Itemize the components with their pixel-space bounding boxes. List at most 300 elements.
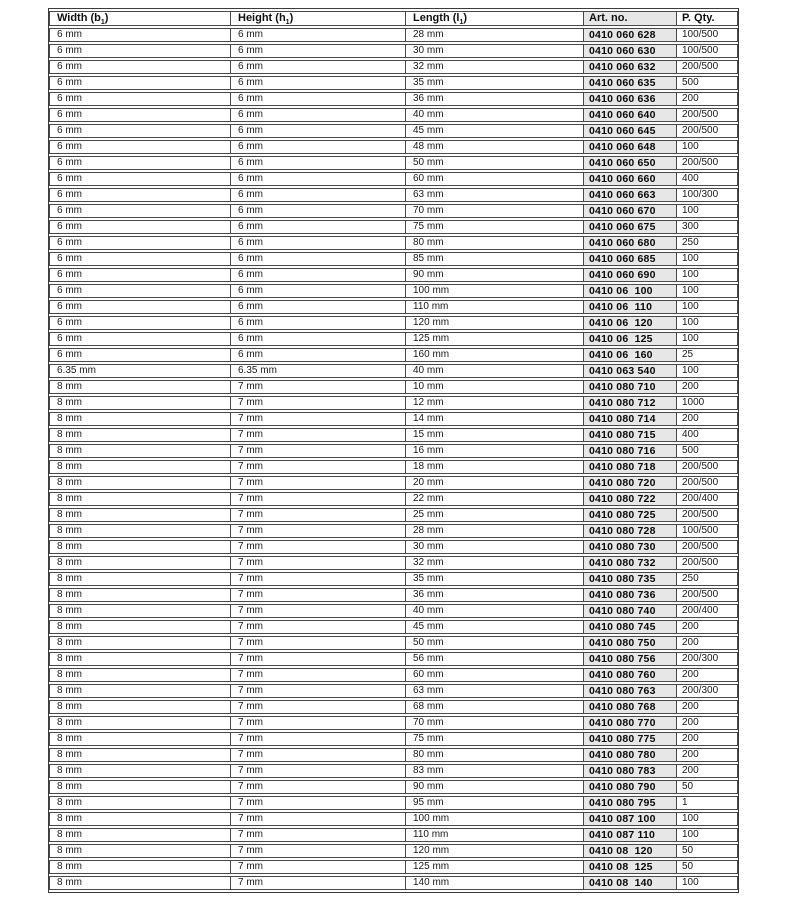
height-cell: 6 mm <box>231 284 406 298</box>
qty-cell: 100 <box>677 140 738 154</box>
width-cell: 6.35 mm <box>49 364 231 378</box>
qty-cell: 200 <box>677 732 738 746</box>
length-cell: 85 mm <box>406 252 584 266</box>
length-cell: 80 mm <box>406 748 584 762</box>
width-cell: 8 mm <box>49 444 231 458</box>
table-row <box>49 44 738 58</box>
height-cell: 7 mm <box>231 380 406 394</box>
height-cell: 7 mm <box>231 700 406 714</box>
art-cell: 0410 087 110 <box>584 828 677 842</box>
table-row <box>49 844 738 858</box>
table-body <box>49 28 738 890</box>
table-row <box>49 700 738 714</box>
table-row <box>49 364 738 378</box>
length-cell: 160 mm <box>406 348 584 362</box>
width-cell: 6 mm <box>49 140 231 154</box>
table-row <box>49 204 738 218</box>
width-cell: 8 mm <box>49 700 231 714</box>
art-cell: 0410 060 660 <box>584 172 677 186</box>
table-row <box>49 876 738 890</box>
height-cell: 6 mm <box>231 124 406 138</box>
length-cell: 125 mm <box>406 860 584 874</box>
art-cell: 0410 060 628 <box>584 28 677 42</box>
qty-cell: 100 <box>677 300 738 314</box>
qty-cell: 200/500 <box>677 460 738 474</box>
table-row <box>49 220 738 234</box>
art-cell: 0410 060 670 <box>584 204 677 218</box>
art-cell: 0410 080 756 <box>584 652 677 666</box>
height-cell: 7 mm <box>231 860 406 874</box>
width-cell: 6 mm <box>49 300 231 314</box>
qty-cell: 100 <box>677 284 738 298</box>
art-cell: 0410 080 716 <box>584 444 677 458</box>
height-cell: 6 mm <box>231 332 406 346</box>
art-cell: 0410 063 540 <box>584 364 677 378</box>
length-cell: 60 mm <box>406 668 584 682</box>
length-cell: 48 mm <box>406 140 584 154</box>
height-cell: 7 mm <box>231 620 406 634</box>
length-cell: 95 mm <box>406 796 584 810</box>
art-cell: 0410 060 690 <box>584 268 677 282</box>
width-cell: 8 mm <box>49 780 231 794</box>
length-cell: 40 mm <box>406 108 584 122</box>
length-cell: 70 mm <box>406 716 584 730</box>
art-cell: 0410 060 630 <box>584 44 677 58</box>
qty-cell: 500 <box>677 76 738 90</box>
art-cell: 0410 08 120 <box>584 844 677 858</box>
art-cell: 0410 087 100 <box>584 812 677 826</box>
width-cell: 8 mm <box>49 860 231 874</box>
height-cell: 7 mm <box>231 476 406 490</box>
qty-cell: 100 <box>677 252 738 266</box>
qty-cell: 200 <box>677 92 738 106</box>
column-header-length <box>406 11 584 26</box>
height-cell: 7 mm <box>231 572 406 586</box>
header-row <box>49 11 738 26</box>
width-cell: 8 mm <box>49 732 231 746</box>
width-cell: 8 mm <box>49 540 231 554</box>
column-header-height-label: Height (h <box>238 12 286 24</box>
art-cell: 0410 080 768 <box>584 700 677 714</box>
art-cell: 0410 060 685 <box>584 252 677 266</box>
length-cell: 15 mm <box>406 428 584 442</box>
length-cell: 75 mm <box>406 220 584 234</box>
length-cell: 110 mm <box>406 300 584 314</box>
length-cell: 110 mm <box>406 828 584 842</box>
qty-cell: 200 <box>677 716 738 730</box>
column-header-height <box>231 11 406 26</box>
height-cell: 7 mm <box>231 556 406 570</box>
table-header <box>49 11 738 26</box>
height-cell: 6 mm <box>231 60 406 74</box>
art-cell: 0410 080 732 <box>584 556 677 570</box>
height-cell: 7 mm <box>231 588 406 602</box>
length-cell: 83 mm <box>406 764 584 778</box>
length-cell: 25 mm <box>406 508 584 522</box>
height-cell: 7 mm <box>231 812 406 826</box>
qty-cell: 250 <box>677 236 738 250</box>
art-cell: 0410 060 680 <box>584 236 677 250</box>
width-cell: 8 mm <box>49 668 231 682</box>
height-cell: 6 mm <box>231 348 406 362</box>
art-cell: 0410 080 795 <box>584 796 677 810</box>
width-cell: 8 mm <box>49 572 231 586</box>
table-row <box>49 236 738 250</box>
table-row <box>49 604 738 618</box>
qty-cell: 500 <box>677 444 738 458</box>
column-header-width-suffix: ) <box>104 12 109 24</box>
art-cell: 0410 06 100 <box>584 284 677 298</box>
art-cell: 0410 080 725 <box>584 508 677 522</box>
width-cell: 6 mm <box>49 188 231 202</box>
qty-cell: 200 <box>677 636 738 650</box>
qty-cell: 200 <box>677 668 738 682</box>
width-cell: 6 mm <box>49 172 231 186</box>
width-cell: 6 mm <box>49 252 231 266</box>
qty-cell: 300 <box>677 220 738 234</box>
qty-cell: 200/500 <box>677 60 738 74</box>
table-row <box>49 140 738 154</box>
art-cell: 0410 060 640 <box>584 108 677 122</box>
qty-cell: 200/300 <box>677 652 738 666</box>
column-header-length-suffix: ) <box>463 12 468 24</box>
width-cell: 8 mm <box>49 380 231 394</box>
height-cell: 7 mm <box>231 876 406 890</box>
height-cell: 7 mm <box>231 796 406 810</box>
qty-cell: 50 <box>677 780 738 794</box>
height-cell: 7 mm <box>231 748 406 762</box>
width-cell: 6 mm <box>49 316 231 330</box>
length-cell: 63 mm <box>406 684 584 698</box>
length-cell: 30 mm <box>406 44 584 58</box>
height-cell: 7 mm <box>231 460 406 474</box>
art-cell: 0410 06 110 <box>584 300 677 314</box>
art-cell: 0410 080 730 <box>584 540 677 554</box>
width-cell: 6 mm <box>49 60 231 74</box>
length-cell: 28 mm <box>406 524 584 538</box>
height-cell: 7 mm <box>231 668 406 682</box>
length-cell: 10 mm <box>406 380 584 394</box>
column-header-art-no <box>584 11 677 26</box>
height-cell: 7 mm <box>231 652 406 666</box>
length-cell: 45 mm <box>406 620 584 634</box>
art-cell: 0410 06 125 <box>584 332 677 346</box>
art-cell: 0410 06 160 <box>584 348 677 362</box>
width-cell: 8 mm <box>49 524 231 538</box>
length-cell: 32 mm <box>406 556 584 570</box>
table-row <box>49 428 738 442</box>
width-cell: 8 mm <box>49 476 231 490</box>
art-cell: 0410 080 722 <box>584 492 677 506</box>
qty-cell: 100 <box>677 268 738 282</box>
width-cell: 8 mm <box>49 492 231 506</box>
height-cell: 6 mm <box>231 76 406 90</box>
qty-cell: 25 <box>677 348 738 362</box>
qty-cell: 200/500 <box>677 508 738 522</box>
art-cell: 0410 080 790 <box>584 780 677 794</box>
qty-cell: 200/500 <box>677 556 738 570</box>
height-cell: 7 mm <box>231 716 406 730</box>
qty-cell: 200/500 <box>677 588 738 602</box>
length-cell: 100 mm <box>406 284 584 298</box>
table-row <box>49 28 738 42</box>
height-cell: 6 mm <box>231 316 406 330</box>
height-cell: 6 mm <box>231 156 406 170</box>
width-cell: 8 mm <box>49 588 231 602</box>
height-cell: 6 mm <box>231 300 406 314</box>
width-cell: 8 mm <box>49 716 231 730</box>
height-cell: 6.35 mm <box>231 364 406 378</box>
table-row <box>49 828 738 842</box>
width-cell: 8 mm <box>49 652 231 666</box>
height-cell: 6 mm <box>231 220 406 234</box>
length-cell: 14 mm <box>406 412 584 426</box>
table-row <box>49 332 738 346</box>
table-row <box>49 668 738 682</box>
length-cell: 63 mm <box>406 188 584 202</box>
height-cell: 7 mm <box>231 492 406 506</box>
table-row <box>49 156 738 170</box>
table-row <box>49 76 738 90</box>
length-cell: 45 mm <box>406 124 584 138</box>
length-cell: 36 mm <box>406 588 584 602</box>
art-cell: 0410 080 720 <box>584 476 677 490</box>
qty-cell: 200/500 <box>677 156 738 170</box>
table-row <box>49 172 738 186</box>
art-cell: 0410 06 120 <box>584 316 677 330</box>
qty-cell: 1000 <box>677 396 738 410</box>
table-row <box>49 284 738 298</box>
art-cell: 0410 080 745 <box>584 620 677 634</box>
qty-cell: 200/400 <box>677 492 738 506</box>
width-cell: 6 mm <box>49 156 231 170</box>
art-cell: 0410 080 736 <box>584 588 677 602</box>
table-row <box>49 348 738 362</box>
height-cell: 6 mm <box>231 204 406 218</box>
table-row <box>49 588 738 602</box>
art-cell: 0410 080 710 <box>584 380 677 394</box>
qty-cell: 100 <box>677 828 738 842</box>
length-cell: 68 mm <box>406 700 584 714</box>
length-cell: 80 mm <box>406 236 584 250</box>
qty-cell: 200/500 <box>677 124 738 138</box>
column-header-art-no-label: Art. no. <box>589 12 628 24</box>
height-cell: 7 mm <box>231 508 406 522</box>
art-cell: 0410 060 648 <box>584 140 677 154</box>
table-row <box>49 716 738 730</box>
qty-cell: 200 <box>677 764 738 778</box>
art-cell: 0410 080 780 <box>584 748 677 762</box>
table-row <box>49 748 738 762</box>
width-cell: 6 mm <box>49 28 231 42</box>
table-row <box>49 556 738 570</box>
length-cell: 140 mm <box>406 876 584 890</box>
height-cell: 7 mm <box>231 780 406 794</box>
column-header-width-subscript: 1 <box>100 19 105 26</box>
length-cell: 75 mm <box>406 732 584 746</box>
length-cell: 28 mm <box>406 28 584 42</box>
table-row <box>49 636 738 650</box>
art-cell: 0410 080 740 <box>584 604 677 618</box>
column-header-width-label: Width (b <box>57 12 101 24</box>
width-cell: 6 mm <box>49 284 231 298</box>
length-cell: 60 mm <box>406 172 584 186</box>
height-cell: 6 mm <box>231 188 406 202</box>
height-cell: 6 mm <box>231 252 406 266</box>
column-header-height-subscript: 1 <box>285 19 290 26</box>
qty-cell: 200 <box>677 700 738 714</box>
art-cell: 0410 080 775 <box>584 732 677 746</box>
column-header-length-label: Length (l <box>413 12 460 24</box>
art-cell: 0410 080 718 <box>584 460 677 474</box>
table-row <box>49 380 738 394</box>
width-cell: 6 mm <box>49 204 231 218</box>
table-row <box>49 300 738 314</box>
width-cell: 6 mm <box>49 332 231 346</box>
width-cell: 8 mm <box>49 428 231 442</box>
height-cell: 7 mm <box>231 540 406 554</box>
width-cell: 8 mm <box>49 796 231 810</box>
qty-cell: 100/500 <box>677 524 738 538</box>
qty-cell: 50 <box>677 860 738 874</box>
art-cell: 0410 080 728 <box>584 524 677 538</box>
table-row <box>49 764 738 778</box>
height-cell: 6 mm <box>231 268 406 282</box>
qty-cell: 1 <box>677 796 738 810</box>
length-cell: 70 mm <box>406 204 584 218</box>
qty-cell: 100/500 <box>677 44 738 58</box>
height-cell: 6 mm <box>231 108 406 122</box>
length-cell: 125 mm <box>406 332 584 346</box>
table-row <box>49 524 738 538</box>
width-cell: 8 mm <box>49 396 231 410</box>
art-cell: 0410 080 715 <box>584 428 677 442</box>
height-cell: 7 mm <box>231 428 406 442</box>
length-cell: 16 mm <box>406 444 584 458</box>
art-cell: 0410 08 140 <box>584 876 677 890</box>
art-cell: 0410 080 783 <box>584 764 677 778</box>
width-cell: 6 mm <box>49 220 231 234</box>
width-cell: 6 mm <box>49 76 231 90</box>
qty-cell: 100 <box>677 316 738 330</box>
height-cell: 6 mm <box>231 140 406 154</box>
width-cell: 6 mm <box>49 236 231 250</box>
art-cell: 0410 080 770 <box>584 716 677 730</box>
art-cell: 0410 060 675 <box>584 220 677 234</box>
table-row <box>49 124 738 138</box>
height-cell: 7 mm <box>231 636 406 650</box>
width-cell: 8 mm <box>49 556 231 570</box>
width-cell: 6 mm <box>49 268 231 282</box>
qty-cell: 100 <box>677 876 738 890</box>
width-cell: 8 mm <box>49 844 231 858</box>
column-header-pack-qty-label: P. Qty. <box>682 12 715 24</box>
length-cell: 100 mm <box>406 812 584 826</box>
height-cell: 7 mm <box>231 412 406 426</box>
width-cell: 8 mm <box>49 684 231 698</box>
table-row <box>49 620 738 634</box>
table-row <box>49 492 738 506</box>
qty-cell: 100 <box>677 332 738 346</box>
height-cell: 6 mm <box>231 44 406 58</box>
table-row <box>49 188 738 202</box>
column-header-height-suffix: ) <box>289 12 294 24</box>
width-cell: 8 mm <box>49 764 231 778</box>
qty-cell: 400 <box>677 172 738 186</box>
length-cell: 12 mm <box>406 396 584 410</box>
qty-cell: 100 <box>677 364 738 378</box>
width-cell: 6 mm <box>49 348 231 362</box>
length-cell: 90 mm <box>406 780 584 794</box>
art-cell: 0410 060 636 <box>584 92 677 106</box>
length-cell: 20 mm <box>406 476 584 490</box>
length-cell: 36 mm <box>406 92 584 106</box>
qty-cell: 50 <box>677 844 738 858</box>
qty-cell: 200/400 <box>677 604 738 618</box>
qty-cell: 200 <box>677 748 738 762</box>
table-row <box>49 476 738 490</box>
length-cell: 120 mm <box>406 844 584 858</box>
art-cell: 0410 060 635 <box>584 76 677 90</box>
column-header-pack-qty <box>677 11 738 26</box>
product-dimensions-table <box>48 8 739 893</box>
width-cell: 6 mm <box>49 44 231 58</box>
length-cell: 120 mm <box>406 316 584 330</box>
length-cell: 22 mm <box>406 492 584 506</box>
height-cell: 6 mm <box>231 92 406 106</box>
art-cell: 0410 060 645 <box>584 124 677 138</box>
qty-cell: 200 <box>677 380 738 394</box>
length-cell: 90 mm <box>406 268 584 282</box>
height-cell: 7 mm <box>231 684 406 698</box>
art-cell: 0410 080 763 <box>584 684 677 698</box>
width-cell: 6 mm <box>49 108 231 122</box>
table-row <box>49 396 738 410</box>
height-cell: 7 mm <box>231 844 406 858</box>
height-cell: 6 mm <box>231 236 406 250</box>
height-cell: 7 mm <box>231 524 406 538</box>
height-cell: 7 mm <box>231 604 406 618</box>
qty-cell: 200/500 <box>677 540 738 554</box>
table-row <box>49 812 738 826</box>
length-cell: 56 mm <box>406 652 584 666</box>
table-row <box>49 780 738 794</box>
art-cell: 0410 080 760 <box>584 668 677 682</box>
width-cell: 8 mm <box>49 748 231 762</box>
qty-cell: 250 <box>677 572 738 586</box>
table-row <box>49 412 738 426</box>
length-cell: 40 mm <box>406 604 584 618</box>
table-row <box>49 444 738 458</box>
table-row <box>49 60 738 74</box>
table-row <box>49 252 738 266</box>
height-cell: 7 mm <box>231 828 406 842</box>
qty-cell: 400 <box>677 428 738 442</box>
qty-cell: 200/500 <box>677 108 738 122</box>
table-row <box>49 540 738 554</box>
width-cell: 6 mm <box>49 124 231 138</box>
art-cell: 0410 060 663 <box>584 188 677 202</box>
qty-cell: 100/500 <box>677 28 738 42</box>
table-row <box>49 796 738 810</box>
height-cell: 7 mm <box>231 396 406 410</box>
art-cell: 0410 080 712 <box>584 396 677 410</box>
table-row <box>49 92 738 106</box>
height-cell: 7 mm <box>231 764 406 778</box>
table-row <box>49 860 738 874</box>
width-cell: 8 mm <box>49 636 231 650</box>
width-cell: 8 mm <box>49 876 231 890</box>
